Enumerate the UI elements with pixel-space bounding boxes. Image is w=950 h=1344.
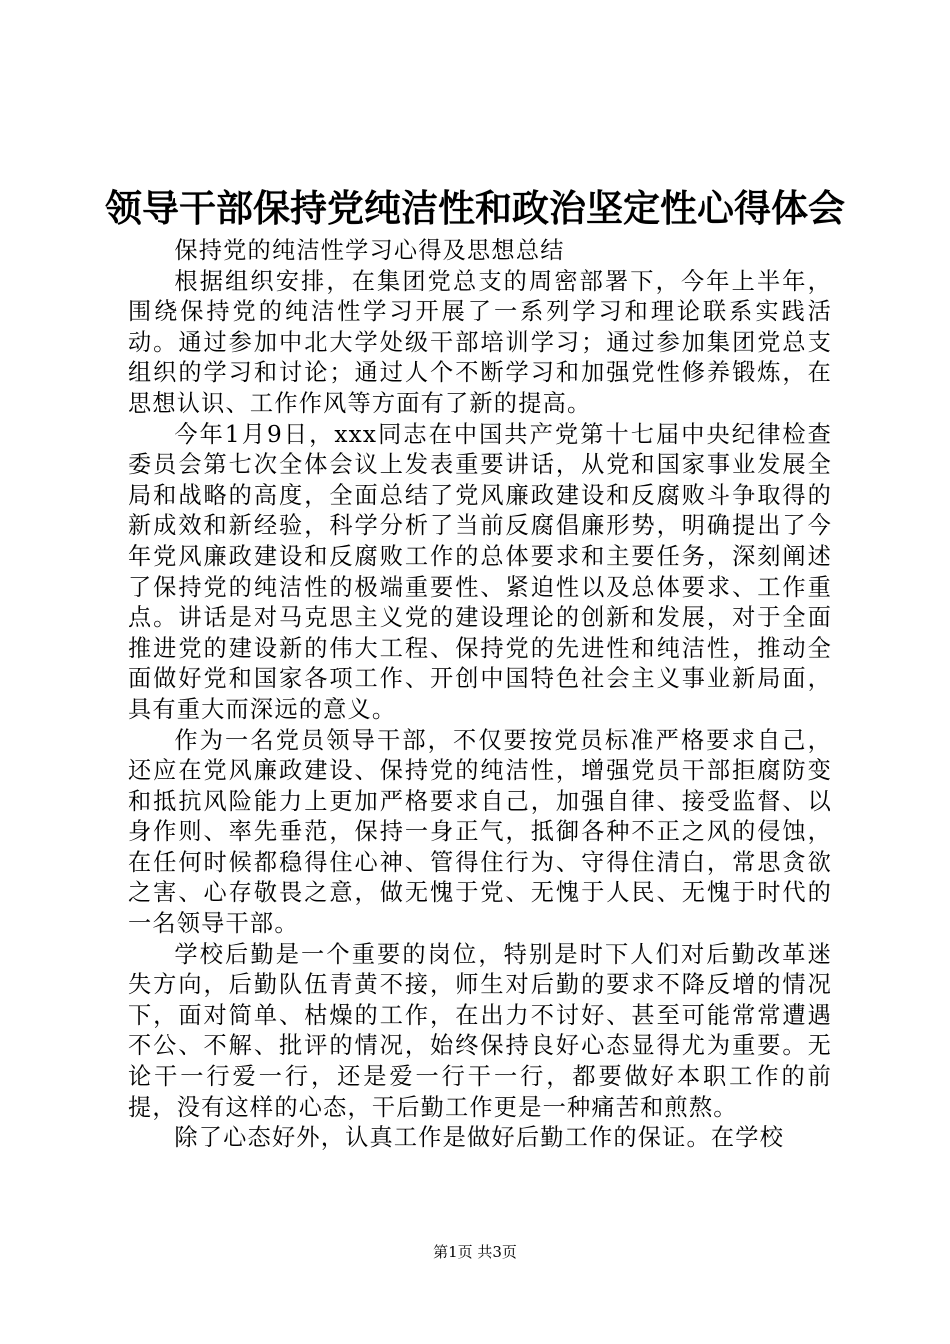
page-number-label: 第1页 共3页 bbox=[433, 1243, 517, 1261]
document-title: 领导干部保持党纯洁性和政治坚定性心得体会 bbox=[105, 186, 845, 230]
paragraph-3: 作为一名党员领导干部，不仅要按党员标准严格要求自己，还应在党风廉政建设、保持党的纯洁性，增强党员干部拒腐防变和抵抗风险能力上更加严格要求自己，加强自律、接受监督、以身作则、率先垂范，保持一身正气，抵御各种不正之风的侵蚀，在任何时候都稳得住心神、管得住行为、守得住清白，常思贪欲之害、心存敬畏之意，做无愧于党、无愧于人民、无愧于时代的一名领导干部。 bbox=[128, 726, 832, 938]
paragraph-4: 学校后勤是一个重要的岗位，特别是时下人们对后勤改革迷失方向，后勤队伍青黄不接，师生对后勤的要求不降反增的情况下，面对简单、枯燥的工作，在出力不讨好、甚至可能常常遭遇不公、不解、批评的情况，始终保持良好心态显得尤为重要。无论干一行爱一行，还是爱一行干一行，都要做好本职工作的前提，没有这样的心态，干后勤工作更是一种痛苦和煎熬。 bbox=[128, 940, 832, 1121]
document-subtitle: 保持党的纯洁性学习心得及思想总结 bbox=[174, 237, 565, 264]
paragraph-1: 根据组织安排，在集团党总支的周密部署下，今年上半年，围绕保持党的纯洁性学习开展了一系列学习和理论联系实践活动。通过参加中北大学处级干部培训学习；通过参加集团党总支组织的学习和讨论；通过人个不断学习和加强党性修养锻炼，在思想认识、工作作风等方面有了新的提高。 bbox=[128, 267, 832, 417]
paragraph-5: 除了心态好外，认真工作是做好后勤工作的保证。在学校 bbox=[174, 1124, 785, 1152]
document-body bbox=[128, 236, 832, 1154]
paragraph-2: 今年1月9日，xxx同志在中国共产党第十七届中央纪律检查委员会第七次全体会议上发表重要讲话，从党和国家事业发展全局和战略的高度，全面总结了党风廉政建设和反腐败斗争取得的新成效和新经验，科学分析了当前反腐倡廉形势，明确提出了今年党风廉政建设和反腐败工作的总体要求和主要任务，深刻阐述了保持党的纯洁性的极端重要性、紧迫性以及总体要求、工作重点。讲话是对马克思主义党的建设理论的创新和发展，对于全面推进党的建设新的伟大工程、保持党的先进性和纯洁性，推动全面做好党和国家各项工作、开创中国特色社会主义事业新局面，具有重大而深远的意义。 bbox=[128, 420, 832, 723]
page-footer bbox=[0, 1242, 950, 1262]
